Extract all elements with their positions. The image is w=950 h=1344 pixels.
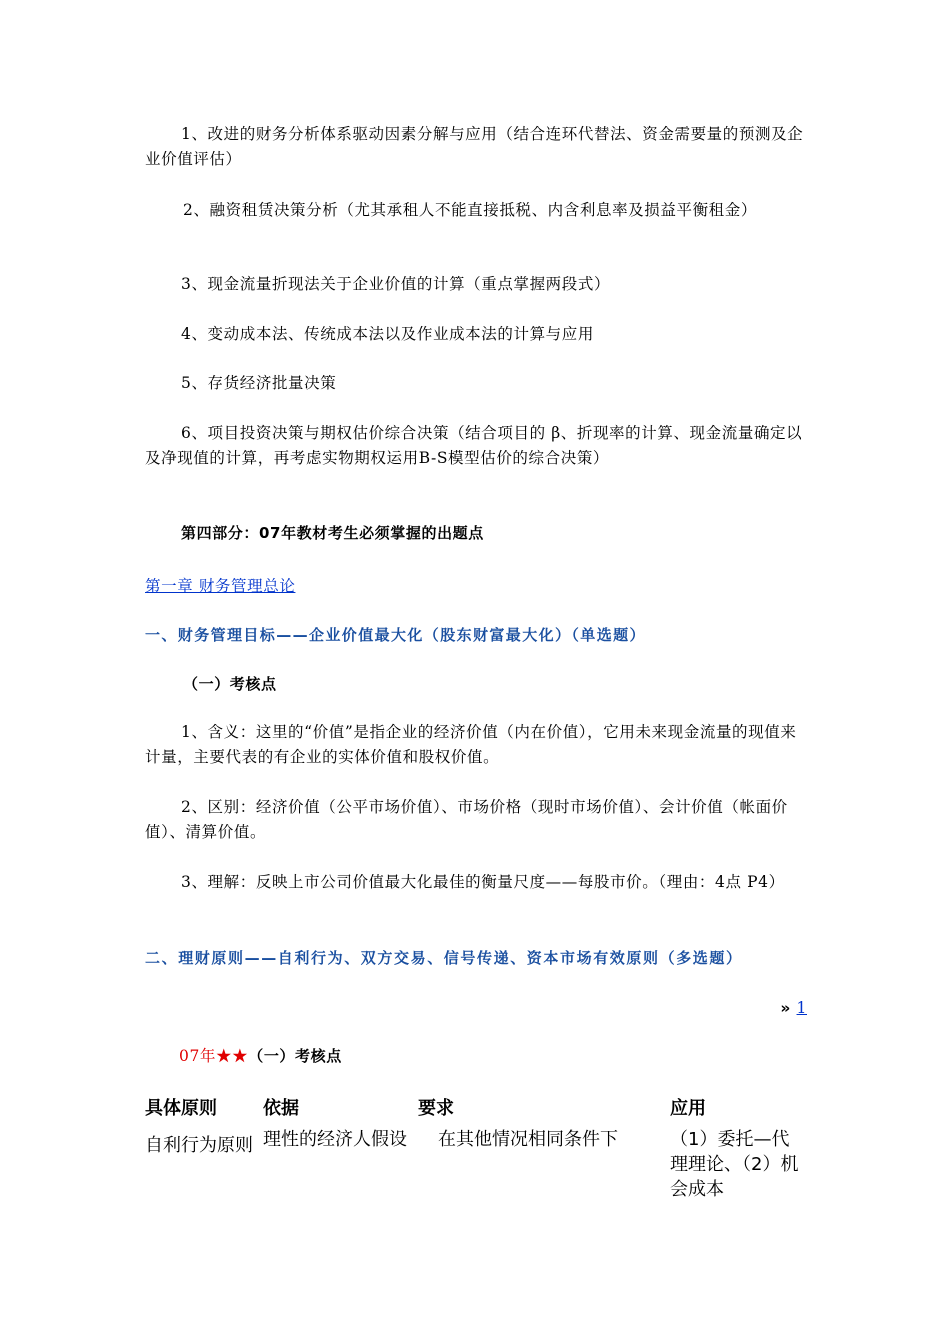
year-label: 07年 xyxy=(179,1047,217,1065)
more-mark: » xyxy=(780,999,791,1017)
table-header-principle: 具体原则 xyxy=(145,1098,217,1119)
table-header-requirement: 要求 xyxy=(418,1098,454,1119)
section1-point-2: 2、区别：经济价值（公平市场价值）、市场价格（现时市场价值）、会计价值（帐面价值）、清算价值。 xyxy=(145,798,788,841)
more-link[interactable]: 1 xyxy=(796,999,807,1017)
table-row xyxy=(145,1127,807,1202)
item-4: 4、变动成本法、传统成本法以及作业成本法的计算与应用 xyxy=(181,325,594,343)
section1-point-3: 3、理解：反映上市公司价值最大化最佳的衡量尺度——每股市价。（理由：4点 P4） xyxy=(181,873,785,891)
table-header-row xyxy=(145,1096,807,1127)
section2-title: 二、理财原则——自利行为、双方交易、信号传递、资本市场有效原则（多选题） xyxy=(145,949,743,967)
item-3: 3、现金流量折现法关于企业价值的计算（重点掌握两段式） xyxy=(181,275,611,293)
section1-subtitle: （一）考核点 xyxy=(183,675,277,693)
part4-title: 第四部分：07年教材考生必须掌握的出题点 xyxy=(181,524,484,542)
table-cell-basis: 理性的经济人假设 xyxy=(263,1129,407,1150)
table-header-application: 应用 xyxy=(670,1098,706,1119)
item-1: 1、改进的财务分析体系驱动因素分解与应用（结合连环代替法、资金需要量的预测及企业价值评估） xyxy=(145,125,804,168)
principles-table xyxy=(145,1096,807,1202)
table-cell-principle: 自利行为原则 xyxy=(145,1135,253,1156)
item-6: 6、项目投资决策与期权估价综合决策（结合项目的 β、折现率的计算、现金流量确定以及净现值的计算，再考虑实物期权运用B-S模型估价的综合决策） xyxy=(145,424,803,467)
item-2: 2、融资租赁决策分析（尤其承租人不能直接抵税、内含利息率及损益平衡租金） xyxy=(183,201,757,219)
section1-title: 一、财务管理目标——企业价值最大化（股东财富最大化）（单选题） xyxy=(145,626,646,644)
star-icons: ★★ xyxy=(216,1047,249,1065)
chapter1-link[interactable]: 第一章 财务管理总论 xyxy=(145,577,296,595)
item-5: 5、存货经济批量决策 xyxy=(181,374,337,392)
table-header-basis: 依据 xyxy=(263,1098,299,1119)
table-cell-application: （1）委托—代理理论、（2）机会成本 xyxy=(670,1129,799,1200)
section2-subtitle: （一）考核点 xyxy=(248,1047,342,1065)
section1-point-1: 1、含义：这里的“价值”是指企业的经济价值（内在价值），它用未来现金流量的现值来计量，主要代表的有企业的实体价值和股权价值。 xyxy=(145,723,797,766)
section2-subtitle-row xyxy=(145,1044,807,1069)
table-cell-requirement: 在其他情况相同条件下 xyxy=(438,1129,618,1150)
more-link-row xyxy=(145,996,807,1021)
